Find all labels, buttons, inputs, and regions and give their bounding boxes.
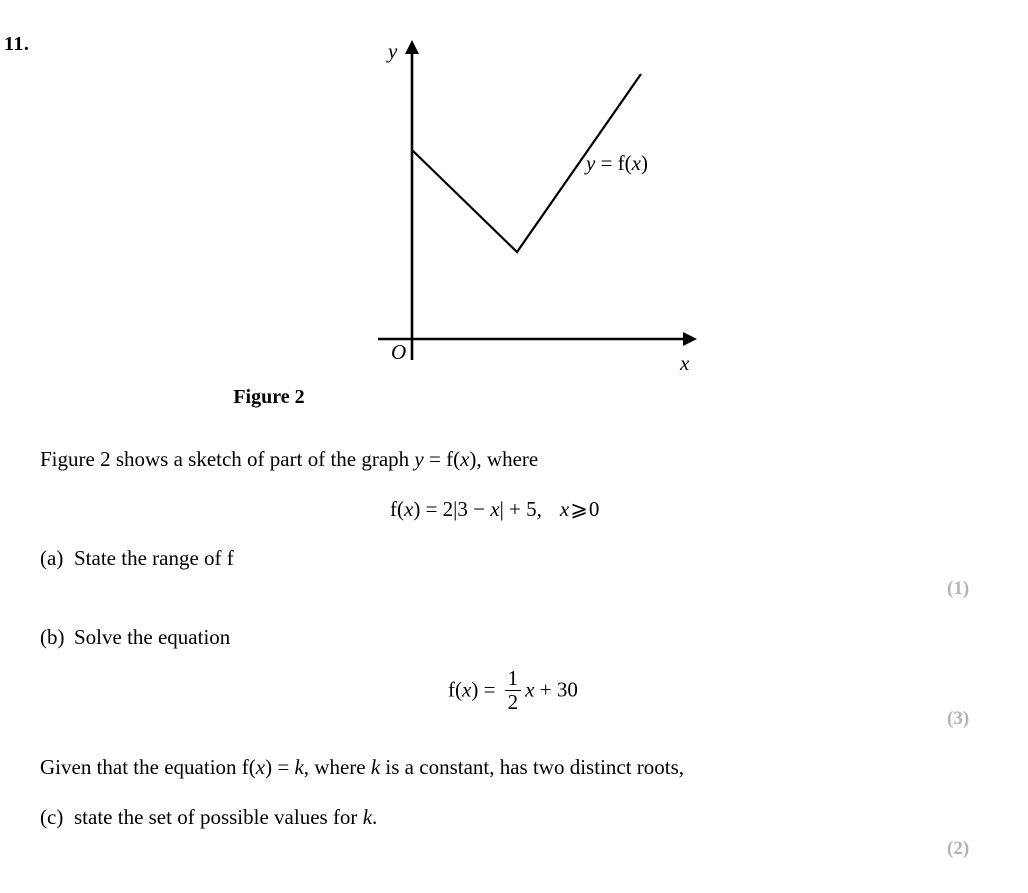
function-definition-equation [390,497,599,522]
def-var-x-1: x [404,497,414,521]
intro-part-3: , where [476,447,539,471]
part-a-marks: (1) [947,578,970,599]
fraction-one-half [505,668,522,714]
given-part-3: is a constant, has two distinct roots, [380,755,685,779]
def-tail: | + 5, [499,497,542,521]
given-equals: = [272,755,295,779]
y-axis-arrowhead [405,40,419,54]
def-var-x-2: x [484,497,500,521]
part-b-equation [448,666,578,715]
given-var-x: x [255,755,266,779]
part-a-line [40,546,234,570]
part-c-line [40,805,377,829]
part-b-marks: (3) [947,708,970,729]
question-number: 11. [4,33,30,55]
def-var-x-3: x [559,497,570,521]
def-geq-symbol: ⩾ [570,497,588,521]
part-b-label: (b) [40,625,65,649]
given-var-k-2: k [370,755,381,779]
def-paren-open: ( [397,497,404,521]
solve-tail: + 30 [534,677,578,702]
part-c-label: (c) [40,805,64,829]
given-part-2: , where [303,755,371,779]
intro-var-y: y [414,447,424,471]
part-c-text-post: . [372,805,378,829]
given-var-k-1: k [294,755,304,779]
intro-part-1: Figure 2 shows a sketch of part of the graph [40,447,415,471]
fraction-numerator: 1 [507,666,519,690]
intro-var-x: x [460,447,470,471]
origin-label: O [391,340,407,364]
x-axis-label: x [680,351,690,375]
given-paren-close: ) [265,755,273,779]
solve-var-multiplier: x [525,677,535,702]
given-part-1: Given that the equation f [40,755,249,779]
solve-var-x: x [462,677,472,702]
fraction-denominator: 2 [507,690,519,715]
def-paren-close: ) [413,497,421,521]
intro-text [40,447,538,471]
x-axis-arrowhead [683,332,697,346]
def-coefficient: 2|3 [442,497,474,521]
def-zero: 0 [588,497,600,521]
graph-svg [370,30,710,380]
intro-equals: = [423,447,447,471]
part-c-text-pre: state the set of possible values for [74,805,363,829]
curve-label: y = f(x) [586,151,648,175]
part-a-label: (a) [40,546,64,570]
figure-caption-text: Figure 2 [233,386,305,408]
solve-equals: = [478,677,501,702]
def-minus: − [473,497,485,521]
part-c-var-k: k [362,805,373,829]
given-statement [40,755,684,779]
solve-paren-open: ( [455,677,462,702]
part-b-text: Solve the equation [74,625,231,649]
intro-paren-close: ) [469,447,477,471]
def-equals: = [420,497,443,521]
solve-paren-close: ) [471,677,479,702]
given-paren-open: ( [248,755,256,779]
part-b-line [40,625,230,649]
intro-fn-f: f [446,447,454,471]
intro-paren-open: ( [453,447,461,471]
figure-caption [0,386,1028,409]
part-c-marks: (2) [947,838,970,859]
solve-fn-f: f [448,677,455,702]
figure-graph [370,30,710,380]
def-fn-f: f [390,497,397,521]
part-a-text: State the range of f [74,546,234,570]
y-axis-label: y [388,39,398,63]
